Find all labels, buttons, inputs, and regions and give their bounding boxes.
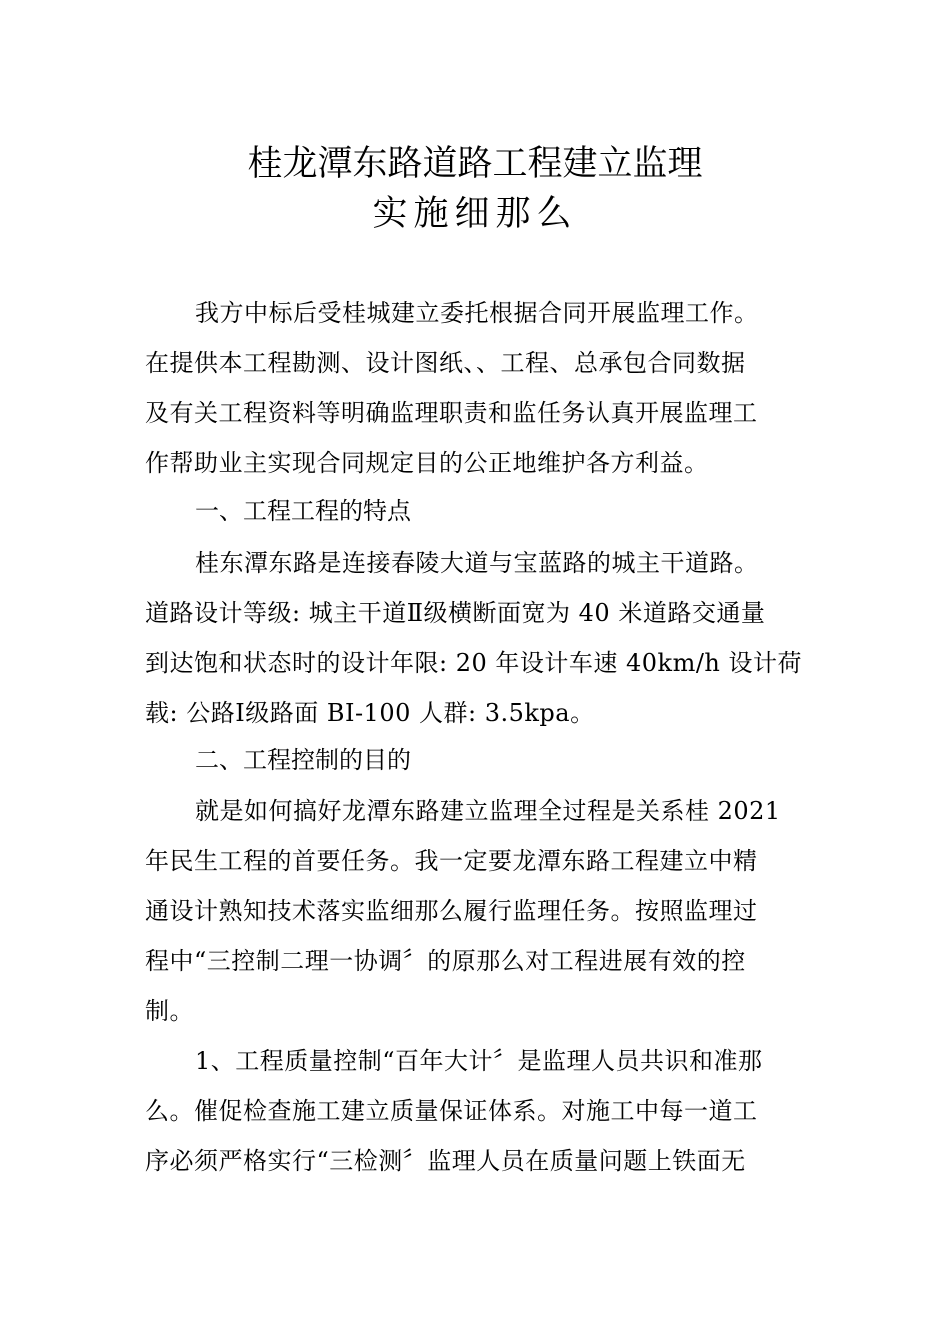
paragraph3-line4: 程中“三控制二理一协调〞的原那么对工程进展有效的控 <box>145 947 746 975</box>
paragraph2-line4: 载: 公路Ⅰ级路面 BI-100 人群: 3.5kpa。 <box>145 699 595 727</box>
document-title-line1: 桂龙潭东路道路工程建立监理 <box>247 144 703 184</box>
paragraph2-line1: 桂东潭东路是连接春陵大道与宝蓝路的城主干道路。 <box>195 549 759 577</box>
paragraph2-line2: 道路设计等级: 城主干道Ⅱ级横断面宽为 40 米道路交通量 <box>145 599 766 627</box>
paragraph4-line1: 1、工程质量控制“百年大计〞是监理人员共识和准那 <box>195 1047 763 1075</box>
paragraph3-line1: 就是如何搞好龙潭东路建立监理全过程是关系桂 2021 <box>195 797 781 825</box>
document-title-line2: 实施细那么 <box>372 194 578 234</box>
paragraph1-line4: 作帮助业主实现合同规定目的公正地维护各方利益。 <box>145 449 709 477</box>
paragraph3-line5: 制。 <box>145 997 194 1025</box>
paragraph3-line3: 通设计熟知技术落实监细那么履行监理任务。按照监理过 <box>145 897 758 925</box>
paragraph1-line3: 及有关工程资料等明确监理职责和监任务认真开展监理工 <box>145 399 758 427</box>
paragraph2-line3: 到达饱和状态时的设计年限: 20 年设计车速 40km/h 设计荷 <box>145 649 803 677</box>
paragraph3-line2: 年民生工程的首要任务。我一定要龙潭东路工程建立中精 <box>145 847 758 875</box>
paragraph4-line2: 么。催促检查施工建立质量保证体系。对施工中每一道工 <box>145 1097 758 1125</box>
paragraph1-line1: 我方中标后受桂城建立委托根据合同开展监理工作。 <box>195 299 759 327</box>
section-heading-1: 一、工程工程的特点 <box>195 497 411 525</box>
paragraph4-line3: 序必须严格实行“三检测〞监理人员在质量问题上铁面无 <box>145 1147 746 1175</box>
section-heading-2: 二、工程控制的目的 <box>195 746 411 774</box>
paragraph1-line2: 在提供本工程勘测、设计图纸、、工程、总承包合同数据 <box>145 349 746 377</box>
